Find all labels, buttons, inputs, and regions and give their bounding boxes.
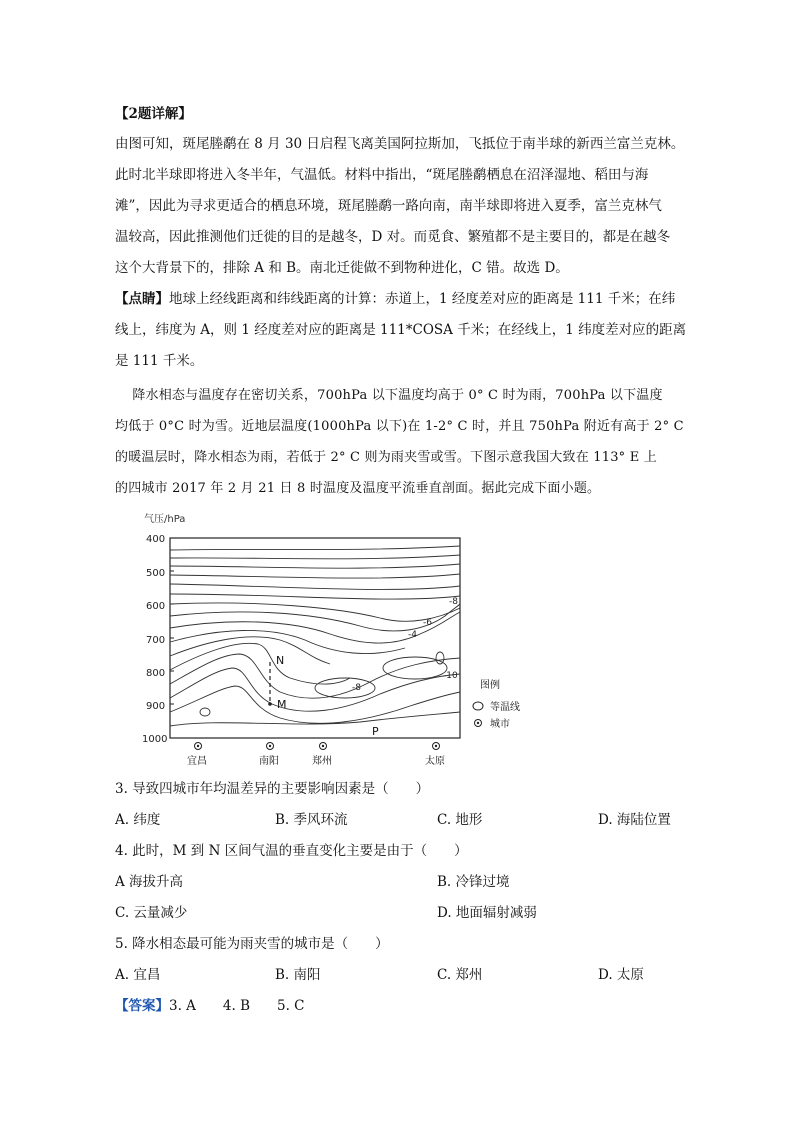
y-tick-label: 600 xyxy=(146,601,166,612)
tip-line: 线上，纬度为 A，则 1 经度差对应的距离是 111*COSA 千米；在经线上，1 纬度差对应的距离 xyxy=(115,322,687,338)
city-labels xyxy=(187,754,445,767)
y-axis-title: 气压/hPa xyxy=(144,514,186,525)
explanation-line: 滩”，因此为寻求更适合的栖息环境，斑尾塍鹬一路向南，南半球即将进入夏季，富兰克林气 xyxy=(115,198,662,214)
option: B. 南阳 xyxy=(275,967,321,983)
answer-text: 3. A 4. B 5. C xyxy=(169,998,305,1014)
legend-item-city: 城市 xyxy=(490,719,510,730)
point-label-m: M xyxy=(277,698,287,711)
isotherm-legend-icon xyxy=(473,702,483,710)
explanation-line: 由图可知，斑尾塍鹬在 8 月 30 日启程飞离美国阿拉斯加，飞抵位于南半球的新西兰富兰克林。 xyxy=(115,136,685,152)
y-tick-label: 1000 xyxy=(142,734,168,745)
explanation-line: 温较高，因此推测他们迁徙的目的是越冬，D 对。而觅食、繁殖都不是主要目的，都是在越冬 xyxy=(115,229,671,245)
y-tick-label: 700 xyxy=(146,635,166,646)
answer-label: 【答案】 xyxy=(115,998,169,1014)
legend-item-isotherm: 等温线 xyxy=(490,702,520,713)
y-tick-label: 500 xyxy=(146,568,166,579)
option: C. 云量减少 xyxy=(115,905,188,921)
option: C. 郑州 xyxy=(437,967,483,983)
option: C. 地形 xyxy=(437,812,483,828)
city-label: 宜昌 xyxy=(187,756,207,767)
point-m-dot xyxy=(268,702,272,706)
material-line: 均低于 0°C 时为雪。近地层温度(1000hPa 以下)在 1-2° C 时，并且 750hPa 附近有高于 2° C xyxy=(115,419,684,434)
answer-line xyxy=(115,996,305,1016)
material-line: 的暖温层时，降水相态为雨，若低于 2° C 则为雨夹雪或雪。下图示意我国大致在 113° E 上 xyxy=(115,450,657,465)
city-label: 南阳 xyxy=(259,756,279,767)
explanation-line: 这个大背景下的，排除 A 和 B。南北迁徙做不到物种进化，C 错。故选 D。 xyxy=(115,260,569,276)
question-stem: 3. 导致四城市年均温差异的主要影响因素是（ ） xyxy=(115,781,430,797)
tip-line xyxy=(115,288,690,310)
tip-label: 【点睛】 xyxy=(115,291,169,307)
tip-text: 地球上经线距离和纬线距离的计算：赤道上，1 经度差对应的距离是 111 千米；在纬 xyxy=(169,291,676,307)
option: D. 海陆位置 xyxy=(598,812,671,828)
legend-title: 图例 xyxy=(480,680,500,691)
city-markers xyxy=(195,743,440,750)
tip-line: 是 111 千米。 xyxy=(115,353,204,369)
material-line: 的四城市 2017 年 2 月 21 日 8 时温度及温度平流垂直剖面。据此完成下面小题。 xyxy=(115,481,601,496)
option: A. 纬度 xyxy=(115,812,161,828)
cross-section-svg xyxy=(140,508,540,770)
question-stem: 5. 降水相态最可能为雨夹雪的城市是（ ） xyxy=(115,936,389,952)
contour-label: -6 xyxy=(423,618,432,628)
section-heading: 【2题详解】 xyxy=(115,106,192,122)
contour-label: -8 xyxy=(449,597,458,607)
cross-section-figure xyxy=(140,508,540,770)
y-tick-label: 400 xyxy=(146,534,166,545)
option: A. 宜昌 xyxy=(115,967,161,983)
option: D. 地面辐射减弱 xyxy=(437,905,537,921)
contour-label: -10 xyxy=(443,671,458,681)
option: A 海拔升高 xyxy=(115,874,184,890)
option: D. 太原 xyxy=(598,967,644,983)
option: B. 季风环流 xyxy=(275,812,348,828)
y-ticks xyxy=(142,534,167,745)
explanation-line: 此时北半球即将进入冬半年，气温低。材料中指出，“斑尾塍鹬栖息在沼泽湿地、稻田与海 xyxy=(115,167,649,183)
point-label-n: N xyxy=(276,654,285,667)
y-tick-label: 900 xyxy=(146,701,166,712)
option: B. 冷锋过境 xyxy=(437,874,510,890)
question-stem: 4. 此时，M 到 N 区间气温的垂直变化主要是由于（ ） xyxy=(115,843,468,859)
y-tick-label: 800 xyxy=(146,668,166,679)
contour-label: -8 xyxy=(352,683,361,693)
city-label: 太原 xyxy=(425,756,445,767)
city-label: 郑州 xyxy=(312,756,332,767)
legend xyxy=(473,678,520,730)
contour-label: -4 xyxy=(408,630,417,640)
point-label-p: P xyxy=(372,725,379,738)
material-line: 降水相态与温度存在密切关系，700hPa 以下温度均高于 0° C 时为雨，700hPa 以下温度 xyxy=(115,388,663,403)
